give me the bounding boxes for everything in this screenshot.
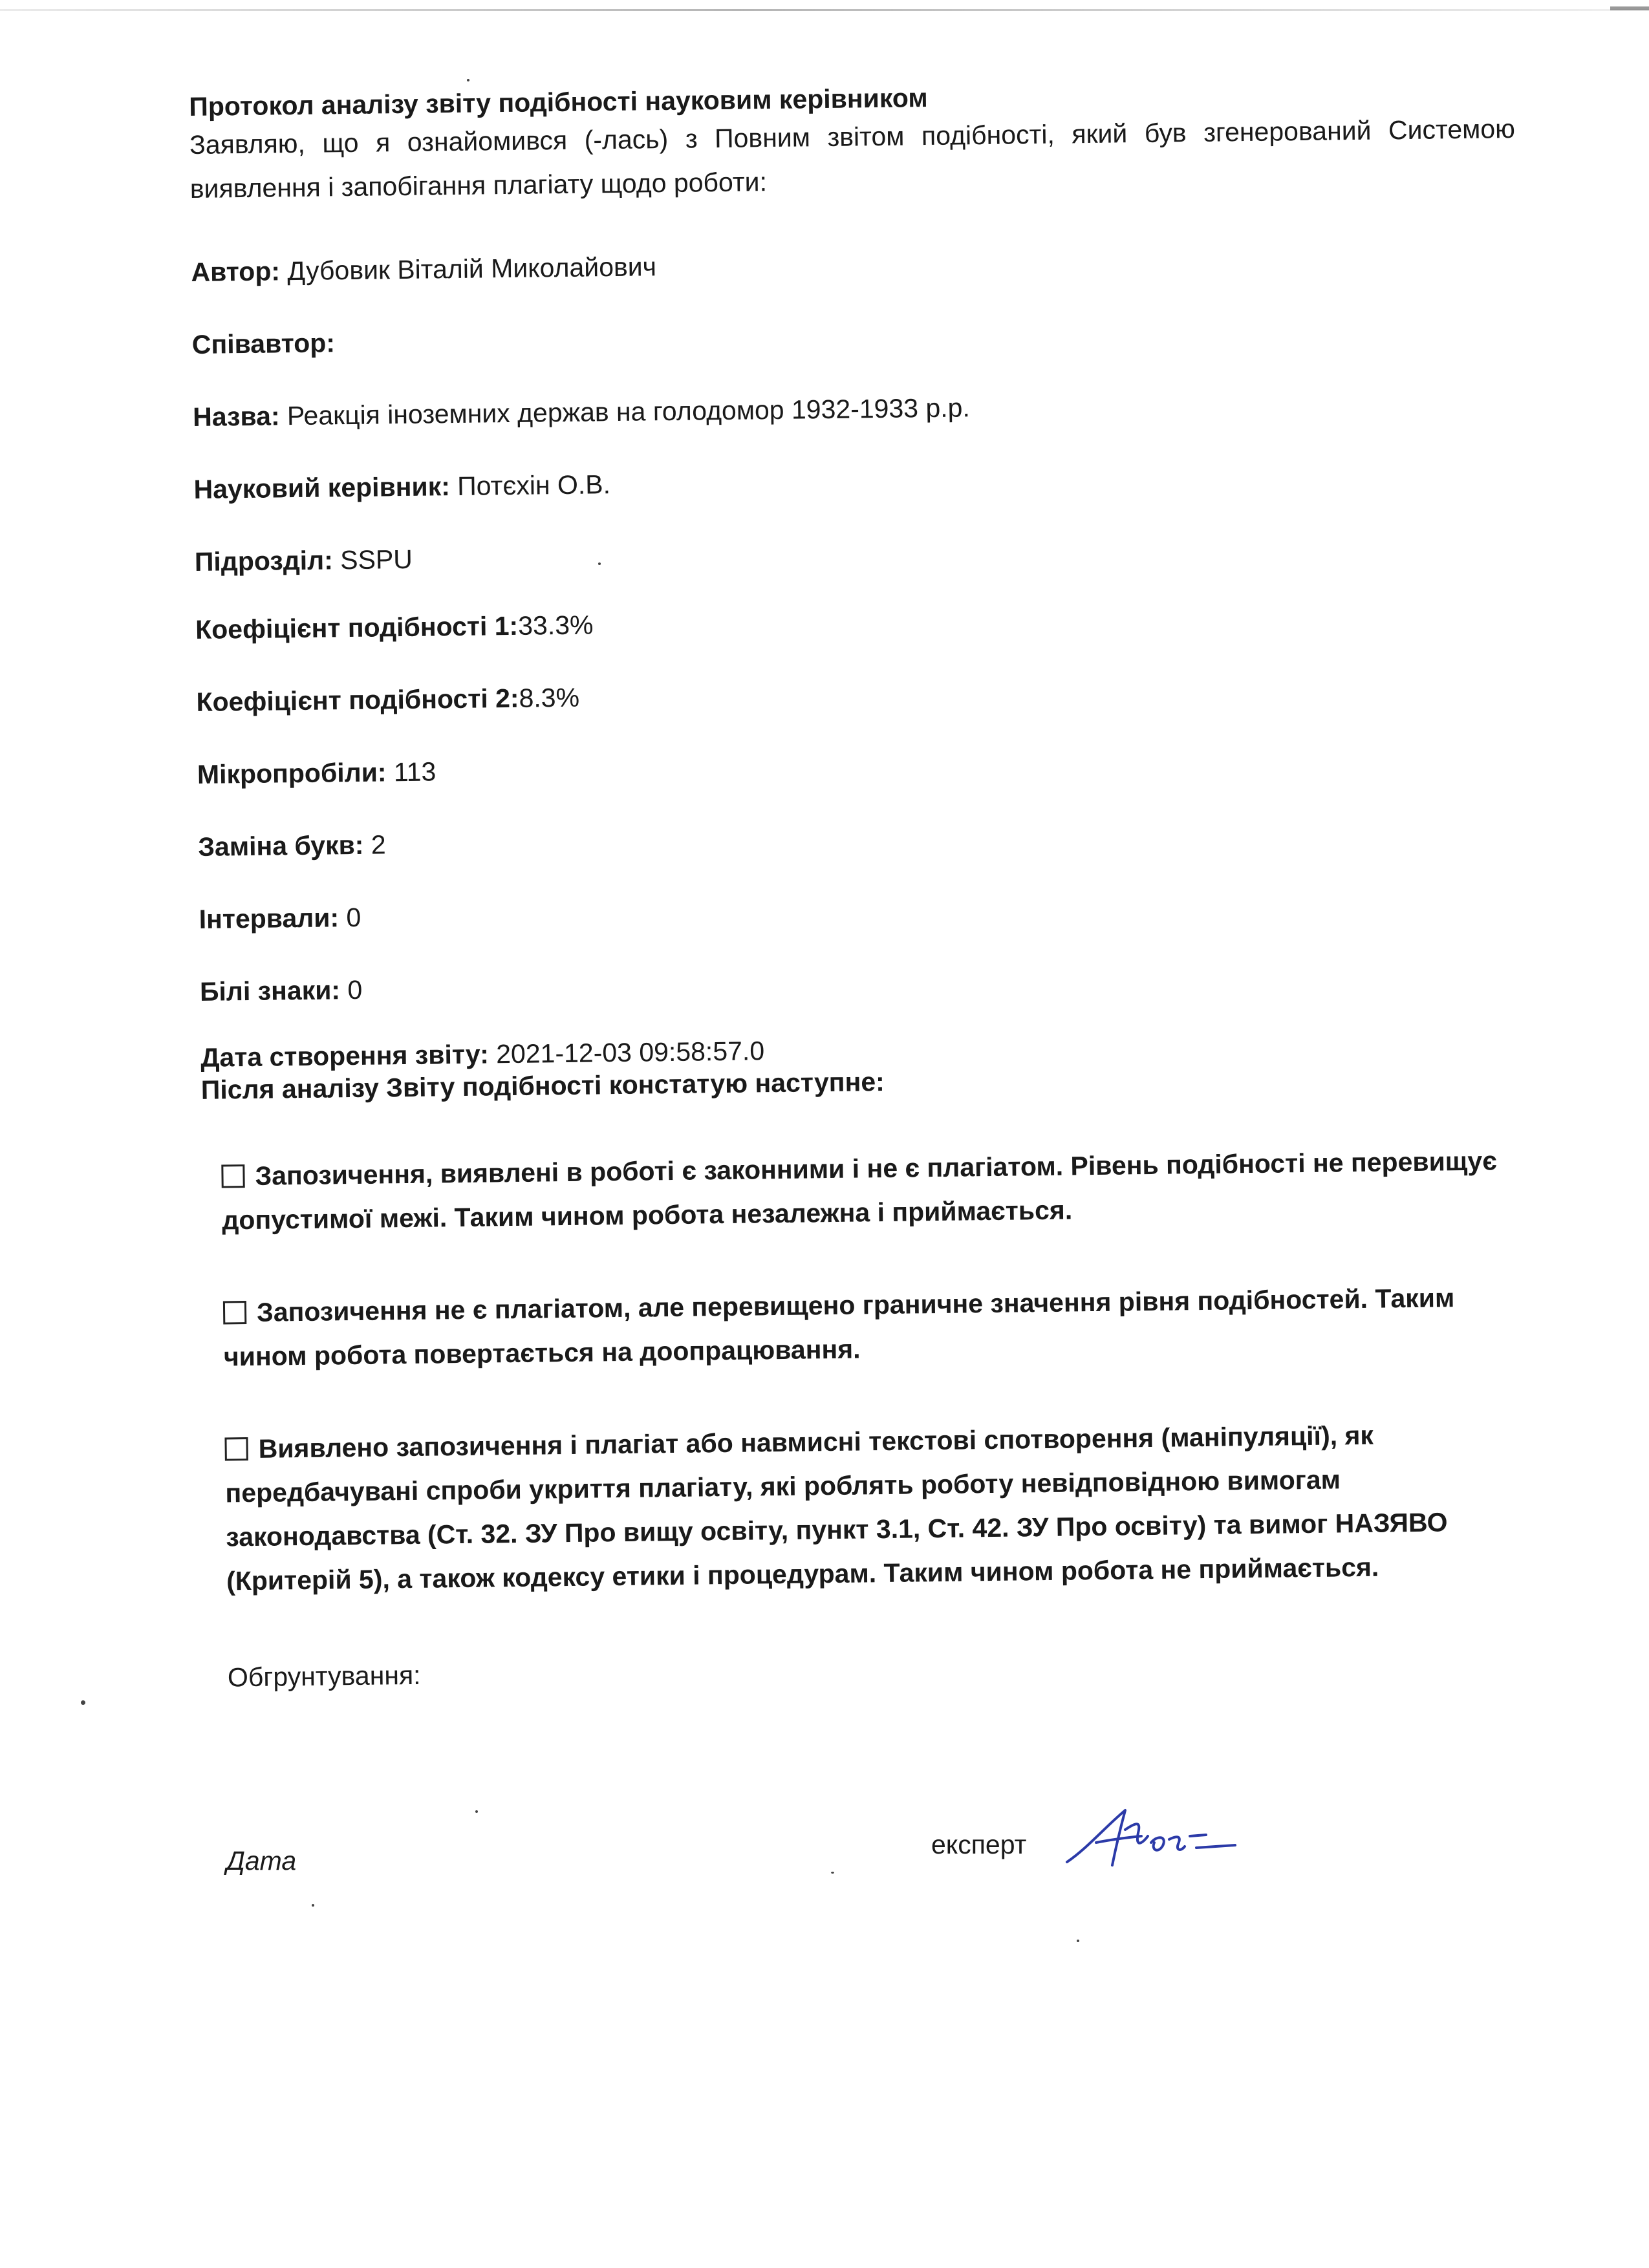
scan-speck bbox=[831, 1872, 834, 1874]
field-white-chars-label: Білі знаки: bbox=[199, 975, 341, 1007]
field-supervisor-label: Науковий керівник: bbox=[193, 471, 451, 504]
scan-speck bbox=[1077, 1940, 1079, 1942]
field-intervals-value: 0 bbox=[338, 902, 361, 933]
field-title-label: Назва: bbox=[192, 401, 280, 432]
field-intervals bbox=[199, 887, 1524, 936]
signature-stroke bbox=[1190, 1835, 1206, 1836]
field-supervisor-value: Потєхін О.В. bbox=[449, 469, 611, 502]
after-analysis-heading: Після аналізу Звіту подібності констатую наступне: bbox=[200, 1066, 885, 1105]
expert-label: експерт bbox=[931, 1830, 1027, 1859]
field-coauthor bbox=[191, 312, 1517, 361]
field-similarity-2-label: Коефіцієнт подібності 2: bbox=[196, 683, 519, 717]
scan-corner-mark bbox=[1610, 6, 1649, 10]
field-similarity-1-label: Коефіцієнт подібності 1: bbox=[195, 610, 519, 645]
field-intervals-label: Інтервали: bbox=[199, 903, 339, 934]
field-coauthor-label: Співавтор: bbox=[191, 328, 336, 359]
signature-stroke bbox=[1196, 1845, 1235, 1848]
field-department bbox=[195, 530, 1520, 578]
scan-speck bbox=[312, 1904, 314, 1907]
field-microprofiles-label: Мікропробіли: bbox=[197, 757, 387, 789]
document-title: Протокол аналізу звіту подібності науковим керівником bbox=[189, 83, 928, 122]
field-report-date-value: 2021-12-03 09:58:57.0 bbox=[488, 1036, 765, 1069]
signature-stroke bbox=[1151, 1837, 1164, 1850]
field-similarity-1-value: 33.3% bbox=[517, 610, 594, 641]
signature-stroke bbox=[1125, 1824, 1148, 1843]
justification-label: Обгрунтування: bbox=[227, 1660, 421, 1693]
field-author-value: Дубовик Віталій Миколайович bbox=[279, 251, 657, 286]
choice-revision-text: Запозичення не є плагіатом, але перевищено граничне значення рівня подібностей. Таким чином робота повертається на доопрацювання. bbox=[223, 1283, 1455, 1372]
field-author bbox=[191, 240, 1516, 288]
checkbox-accepted[interactable] bbox=[221, 1164, 244, 1188]
intro-statement: Заявляю, що я ознайомився (-лась) з Повним звітом подібності, який був згенерований Системою виявлення і запобігання плагіату щодо роботи: bbox=[189, 113, 1516, 204]
scan-speck bbox=[81, 1700, 85, 1705]
field-white-chars-value: 0 bbox=[339, 974, 363, 1005]
signature bbox=[1061, 1804, 1248, 1875]
scan-speck bbox=[475, 1810, 478, 1813]
field-department-label: Підрозділ: bbox=[194, 545, 334, 577]
field-author-label: Автор: bbox=[191, 256, 281, 287]
field-title-value: Реакція іноземних держав на голодомор 1932-1933 р.р. bbox=[279, 392, 971, 431]
choice-rejected-text: Виявлено запозичення і плагіат або навмисні текстові спотворення (маніпуляції), як передбачувані спроби укриття плагіату, які роблять роботу невідповідною вимогам законодавства (Ст. 32. ЗУ Про вищу освіту, пункт 3.1, Ст. 42. ЗУ Про освіту) та вимог НАЗЯВО (Критерій 5), а також кодексу етики і процедурам. Таким чином робота не приймається. bbox=[225, 1420, 1448, 1596]
checkbox-rejected[interactable] bbox=[224, 1437, 248, 1460]
field-report-date-label: Дата створення звіту: bbox=[200, 1039, 490, 1073]
field-letter-replacement-value: 2 bbox=[363, 829, 386, 860]
date-label: Дата bbox=[226, 1846, 297, 1876]
choice-accepted-text: Запозичення, виявлені в роботі є законними і не є плагіатом. Рівень подібності не перевищує допустимої межі. Таким чином робота незалежна і приймається. bbox=[222, 1146, 1498, 1236]
field-microprofiles bbox=[197, 742, 1523, 791]
scan-edge bbox=[0, 9, 1649, 11]
field-title bbox=[193, 385, 1518, 433]
choice-accepted[interactable] bbox=[202, 1139, 1529, 1243]
field-letter-replacement bbox=[198, 815, 1524, 863]
field-microprofiles-value: 113 bbox=[386, 756, 436, 787]
signature-stroke bbox=[1067, 1810, 1125, 1865]
field-similarity-1 bbox=[195, 597, 1521, 646]
choice-rejected[interactable] bbox=[205, 1411, 1533, 1603]
field-similarity-2 bbox=[196, 670, 1522, 718]
checkbox-revision[interactable] bbox=[223, 1301, 246, 1324]
signature-stroke bbox=[1169, 1837, 1185, 1850]
protocol-page bbox=[189, 74, 1534, 1694]
scan-speck bbox=[467, 79, 469, 81]
choice-revision[interactable] bbox=[204, 1275, 1531, 1379]
field-letter-replacement-label: Заміна букв: bbox=[198, 829, 364, 862]
scan-speck bbox=[598, 562, 601, 565]
field-supervisor bbox=[193, 457, 1519, 506]
field-similarity-2-value: 8.3% bbox=[519, 682, 580, 713]
field-department-value: SSPU bbox=[332, 544, 413, 575]
field-white-chars bbox=[200, 959, 1525, 1008]
